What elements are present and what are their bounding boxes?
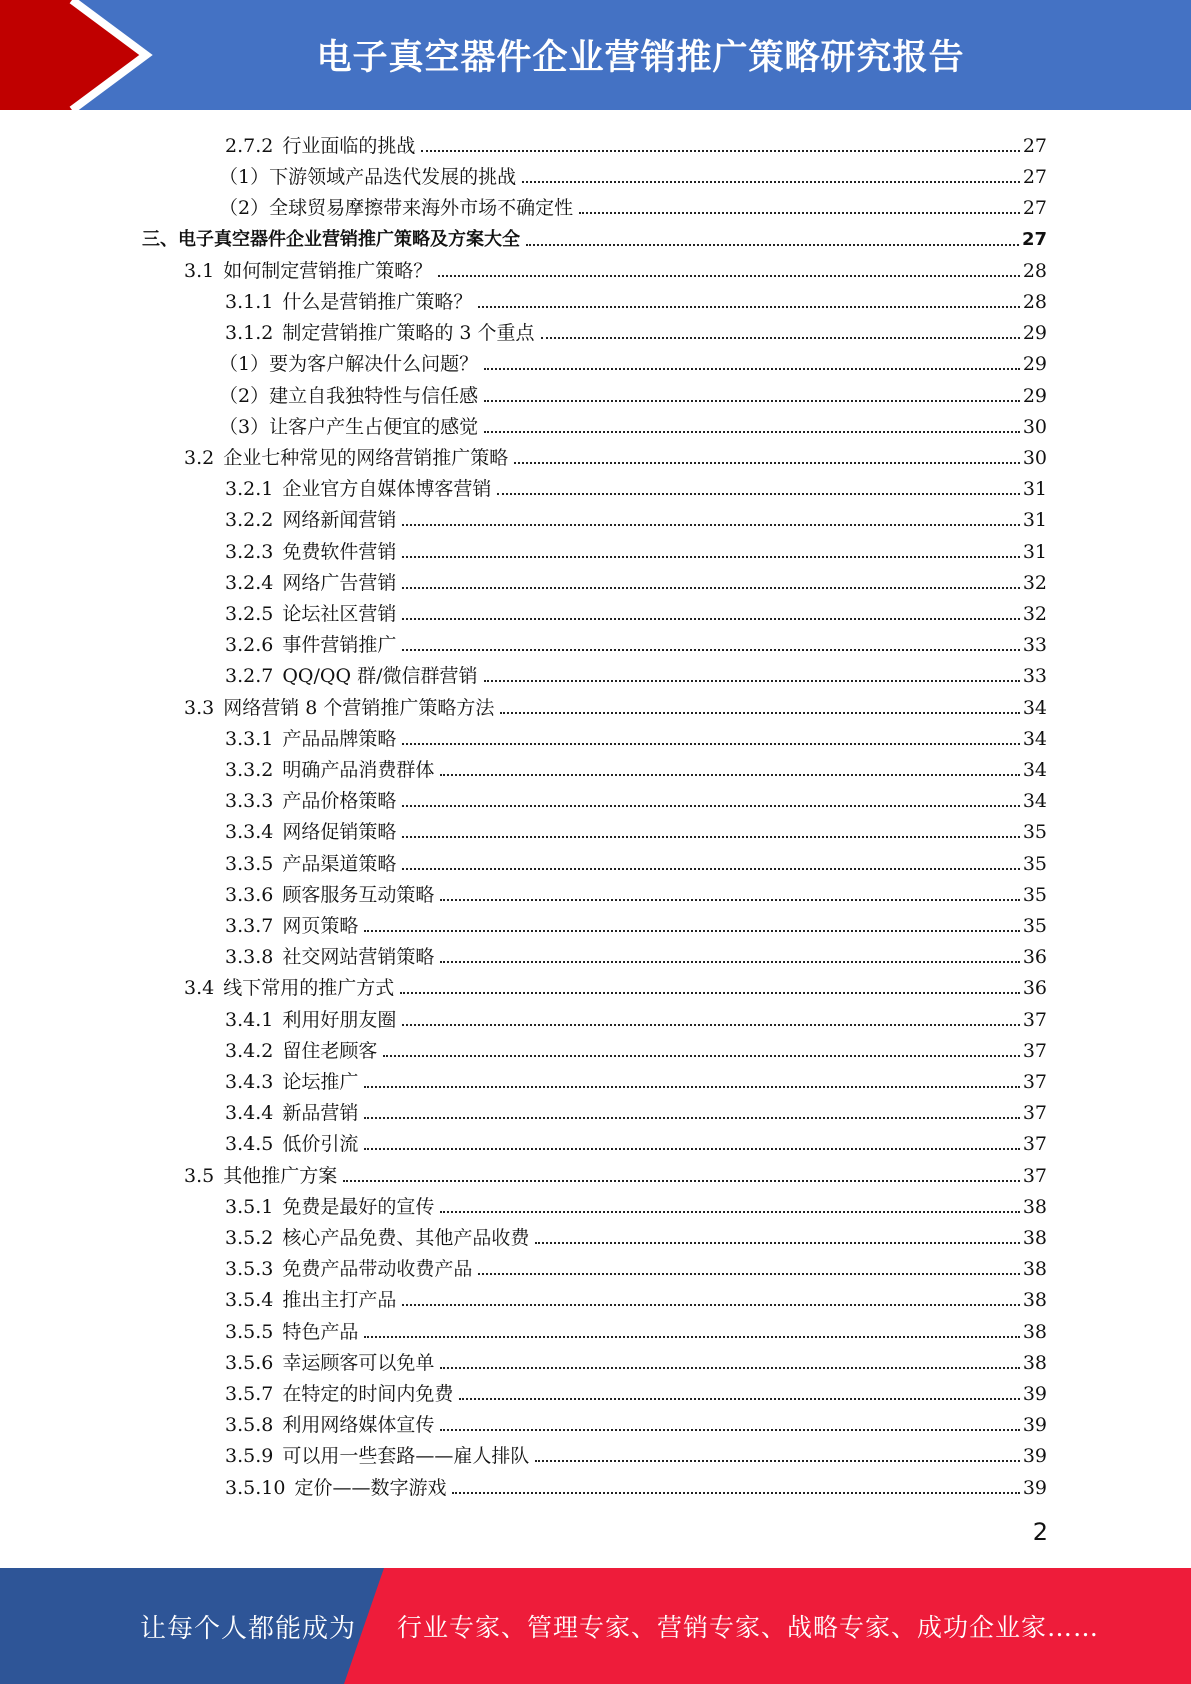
toc-entry-title: 网络营销 8 个营销推广策略方法 — [223, 696, 495, 719]
toc-entry[interactable] — [225, 596, 1047, 626]
toc-dot-leader — [541, 337, 1020, 339]
toc-entry-title: （2）建立自我独特性与信任感 — [219, 384, 479, 407]
toc-entry-page: 39 — [1022, 1414, 1047, 1437]
toc-entry-number: 3.3.8 — [225, 946, 274, 969]
toc-dot-leader — [440, 1367, 1019, 1369]
toc-entry-page: 33 — [1022, 665, 1047, 688]
toc-entry-page: 34 — [1022, 696, 1047, 719]
toc-entry-title: 核心产品免费、其他产品收费 — [282, 1227, 530, 1249]
toc-entry-title: 制定营销推广策略的 3 个重点 — [282, 322, 535, 345]
toc-entry-number: 3.2.3 — [225, 540, 274, 563]
toc-entry-title: 利用网络媒体宣传 — [282, 1414, 435, 1437]
toc-entry-page: 28 — [1022, 259, 1047, 282]
toc-entry-title: 推出主打产品 — [282, 1289, 397, 1312]
toc-dot-leader — [364, 1148, 1019, 1150]
footer-slogan-right: 行业专家、管理专家、营销专家、战略专家、成功企业家…… — [397, 1613, 1100, 1642]
toc-entry[interactable] — [225, 627, 1047, 657]
toc-entry-page: 28 — [1022, 291, 1047, 313]
toc-dot-leader — [535, 1242, 1019, 1244]
toc-entry[interactable] — [225, 1064, 1047, 1094]
toc-dot-leader — [440, 1429, 1019, 1431]
toc-entry[interactable] — [225, 1095, 1047, 1125]
toc-entry-title: 论坛社区营销 — [282, 603, 397, 625]
toc-entry-number: 3.4.5 — [225, 1133, 274, 1156]
toc-entry-title: 产品品牌策略 — [282, 727, 397, 750]
toc-dot-leader — [522, 181, 1020, 183]
toc-dot-leader — [402, 868, 1019, 870]
toc-entry-number: 3.4.3 — [225, 1071, 274, 1093]
toc-dot-leader — [400, 992, 1020, 994]
toc-entry-title: 在特定的时间内免费 — [282, 1383, 454, 1405]
toc-dot-leader — [526, 244, 1019, 246]
toc-dot-leader — [402, 618, 1019, 620]
toc-dot-leader — [402, 1304, 1019, 1306]
toc-entry-title: （3）让客户产生占便宜的感觉 — [219, 415, 479, 438]
toc-entry[interactable] — [225, 1251, 1047, 1281]
toc-entry-number: 3.3.2 — [225, 759, 274, 781]
toc-entry-page: 37 — [1022, 1008, 1047, 1031]
toc-entry[interactable] — [225, 1470, 1047, 1500]
toc-entry-number: 3.3 — [184, 696, 215, 719]
toc-entry-page: 38 — [1022, 1195, 1047, 1218]
toc-entry-title: 产品价格策略 — [282, 790, 397, 813]
toc-dot-leader — [440, 774, 1019, 776]
toc-entry[interactable] — [225, 284, 1047, 314]
toc-dot-leader — [402, 836, 1019, 838]
toc-entry[interactable] — [225, 1189, 1047, 1219]
toc-dot-leader — [402, 524, 1019, 526]
toc-entry[interactable] — [225, 1282, 1047, 1312]
toc-entry[interactable] — [142, 222, 1047, 252]
toc-dot-leader — [402, 587, 1019, 589]
toc-entry-number: 3.3.1 — [225, 727, 274, 750]
toc-entry-title: 低价引流 — [282, 1133, 359, 1156]
toc-entry-number: 3.5.6 — [225, 1351, 274, 1374]
toc-entry-title: 如何制定营销推广策略？ — [223, 259, 433, 282]
toc-entry-page: 35 — [1022, 915, 1047, 937]
toc-dot-leader — [484, 431, 1020, 433]
toc-entry-page: 33 — [1022, 634, 1047, 657]
toc-entry[interactable] — [225, 783, 1047, 813]
toc-dot-leader — [402, 743, 1019, 745]
toc-entry-page: 27 — [1022, 197, 1047, 220]
footer-slogan-left: 让每个人都能成为 — [140, 1613, 357, 1644]
toc-entry-number: 3.3.4 — [225, 821, 274, 844]
toc-entry[interactable] — [184, 970, 1047, 1000]
toc-dot-leader — [364, 1117, 1019, 1119]
toc-dot-leader — [402, 556, 1019, 558]
toc-entry-number: 3.2.7 — [225, 665, 274, 688]
toc-dot-leader — [478, 1273, 1019, 1275]
toc-entry-number: 3.4.4 — [225, 1102, 274, 1125]
toc-entry[interactable] — [225, 128, 1047, 158]
toc-dot-leader — [402, 649, 1019, 651]
toc-entry-number: 3.5.5 — [225, 1320, 274, 1343]
toc-entry-title: 什么是营销推广策略？ — [282, 291, 473, 313]
toc-entry-page: 39 — [1022, 1476, 1047, 1499]
toc-entry-number: 3.1.1 — [225, 291, 274, 313]
toc-entry-title: 产品渠道策略 — [282, 852, 397, 875]
toc-entry-page: 38 — [1022, 1289, 1047, 1312]
toc-dot-leader — [421, 150, 1019, 152]
toc-entry[interactable] — [225, 814, 1047, 844]
toc-dot-leader — [459, 1398, 1019, 1400]
toc-dot-leader — [500, 712, 1019, 714]
toc-entry-page: 35 — [1022, 852, 1047, 875]
toc-dot-leader — [497, 493, 1019, 495]
toc-entry[interactable] — [225, 471, 1047, 501]
toc-entry-number: 3.4.1 — [225, 1008, 274, 1031]
toc-entry-page: 27 — [1022, 166, 1047, 189]
toc-entry-number: 3.2 — [184, 447, 215, 469]
toc-entry-title: 可以用一些套路——雇人排队 — [282, 1445, 530, 1468]
toc-entry[interactable] — [225, 877, 1047, 907]
toc-dot-leader — [514, 462, 1020, 464]
toc-entry-title: 事件营销推广 — [282, 634, 397, 657]
toc-entry-number: 3.5 — [184, 1164, 215, 1187]
toc-dot-leader — [440, 1211, 1019, 1213]
toc-entry-number: 3.5.1 — [225, 1195, 274, 1218]
toc-entry-title: 社交网站营销策略 — [282, 946, 435, 969]
toc-entry[interactable] — [219, 378, 1047, 408]
toc-entry[interactable] — [225, 721, 1047, 751]
toc-entry[interactable] — [225, 315, 1047, 345]
toc-entry-title: 三、电子真空器件企业营销推广策略及方案大全 — [142, 228, 520, 250]
toc-entry[interactable] — [184, 690, 1047, 720]
toc-entry-number: 3.2.4 — [225, 571, 274, 594]
toc-dot-leader — [364, 930, 1019, 932]
toc-entry-title: 网络促销策略 — [282, 821, 397, 844]
toc-entry-page: 37 — [1022, 1164, 1047, 1187]
toc-entry-title: 特色产品 — [282, 1320, 359, 1343]
toc-entry-number: 3.3.6 — [225, 883, 274, 906]
toc-entry[interactable] — [219, 409, 1047, 439]
toc-entry-number: 3.2.1 — [225, 478, 274, 501]
toc-dot-leader — [535, 1460, 1019, 1462]
toc-entry-number: 3.1 — [184, 259, 215, 282]
toc-entry-page: 29 — [1022, 353, 1047, 376]
toc-entry-title: 免费软件营销 — [282, 540, 397, 563]
toc-dot-leader — [579, 212, 1020, 214]
toc-entry-title: 网页策略 — [282, 915, 359, 937]
toc-entry[interactable] — [219, 159, 1047, 189]
toc-entry-title: 顾客服务互动策略 — [282, 883, 435, 906]
toc-entry-page: 30 — [1022, 415, 1047, 438]
toc-dot-leader — [440, 961, 1019, 963]
toc-entry-title: 免费是最好的宣传 — [282, 1195, 435, 1218]
toc-dot-leader — [440, 899, 1019, 901]
toc-entry-title: 新品营销 — [282, 1102, 359, 1125]
toc-entry-title: 免费产品带动收费产品 — [282, 1258, 473, 1281]
toc-entry-number: 3.3.5 — [225, 852, 274, 875]
toc-entry-number: 3.1.2 — [225, 322, 274, 345]
toc-entry-title: 论坛推广 — [282, 1071, 359, 1093]
toc-entry-page: 27 — [1022, 135, 1047, 157]
toc-entry[interactable] — [219, 190, 1047, 220]
toc-entry-title: 行业面临的挑战 — [282, 135, 416, 157]
toc-entry-title: （1）要为客户解决什么问题？ — [219, 353, 479, 376]
toc-entry-title: 网络广告营销 — [282, 571, 397, 594]
toc-entry[interactable] — [225, 1438, 1047, 1468]
toc-entry-title: 网络新闻营销 — [282, 509, 397, 532]
toc-entry-page: 35 — [1022, 821, 1047, 844]
toc-entry[interactable] — [225, 846, 1047, 876]
toc-entry[interactable] — [184, 1158, 1047, 1188]
toc-entry-number: 3.5.3 — [225, 1258, 274, 1281]
toc-entry[interactable] — [225, 502, 1047, 532]
toc-entry[interactable] — [225, 1126, 1047, 1156]
toc-entry-page: 39 — [1022, 1383, 1047, 1405]
toc-entry-number: 3.2.5 — [225, 603, 274, 625]
toc-entry-page: 39 — [1022, 1445, 1047, 1468]
toc-dot-leader — [402, 1024, 1019, 1026]
toc-dot-leader — [452, 1492, 1019, 1494]
toc-entry[interactable] — [219, 346, 1047, 376]
toc-entry-page: 37 — [1022, 1071, 1047, 1093]
page-number: 2 — [1032, 1518, 1048, 1546]
toc-entry[interactable] — [225, 658, 1047, 688]
toc-entry[interactable] — [225, 1314, 1047, 1344]
toc-entry-number: 3.5.7 — [225, 1383, 274, 1405]
toc-entry-title: 线下常用的推广方式 — [223, 977, 395, 1000]
toc-dot-leader — [383, 1055, 1019, 1057]
toc-entry-number: 3.4 — [184, 977, 215, 1000]
toc-entry-page: 37 — [1022, 1102, 1047, 1125]
toc-entry-page: 36 — [1022, 946, 1047, 969]
toc-entry-title: （2）全球贸易摩擦带来海外市场不确定性 — [219, 197, 574, 220]
toc-entry-number: 3.5.10 — [225, 1476, 286, 1499]
toc-entry-title: 定价——数字游戏 — [294, 1476, 447, 1499]
toc-entry-title: （1）下游领域产品迭代发展的挑战 — [219, 166, 517, 189]
toc-entry-title: 企业官方自媒体博客营销 — [282, 478, 492, 501]
toc-entry-page: 34 — [1022, 790, 1047, 813]
toc-entry-number: 3.3.7 — [225, 915, 274, 937]
toc-entry[interactable] — [225, 565, 1047, 595]
toc-entry[interactable] — [225, 1220, 1047, 1250]
toc-entry-title: 留住老顾客 — [282, 1039, 378, 1062]
toc-dot-leader — [402, 805, 1019, 807]
toc-dot-leader — [364, 1086, 1019, 1088]
toc-entry-title: 企业七种常见的网络营销推广策略 — [223, 447, 509, 469]
toc-entry[interactable] — [225, 1407, 1047, 1437]
toc-entry[interactable] — [225, 1002, 1047, 1032]
toc-entry-page: 37 — [1022, 1133, 1047, 1156]
toc-entry-page: 34 — [1022, 727, 1047, 750]
toc-entry-page: 31 — [1022, 509, 1047, 532]
toc-entry[interactable] — [225, 939, 1047, 969]
toc-dot-leader — [478, 306, 1019, 308]
toc-dot-leader — [438, 275, 1020, 277]
toc-entry-page: 38 — [1022, 1227, 1047, 1249]
toc-entry[interactable] — [225, 1376, 1047, 1406]
toc-entry[interactable] — [225, 1345, 1047, 1375]
toc-entry[interactable] — [184, 253, 1047, 283]
toc-entry-page: 38 — [1022, 1320, 1047, 1343]
toc-entry-number: 3.5.2 — [225, 1227, 274, 1249]
toc-entry-number: 3.3.3 — [225, 790, 274, 813]
toc-entry-number: 3.4.2 — [225, 1039, 274, 1062]
toc-entry-page: 37 — [1022, 1039, 1047, 1062]
toc-entry-number: 3.2.2 — [225, 509, 274, 532]
toc-entry-page: 30 — [1022, 447, 1047, 469]
toc-entry-number: 3.5.9 — [225, 1445, 274, 1468]
toc-entry[interactable] — [225, 1033, 1047, 1063]
toc-dot-leader — [343, 1180, 1020, 1182]
toc-entry-page: 31 — [1022, 540, 1047, 563]
header-arrow-decoration — [0, 0, 160, 110]
toc-entry-page: 31 — [1022, 478, 1047, 501]
toc-entry-title: QQ/QQ 群/微信群营销 — [282, 665, 478, 688]
toc-entry-number: 3.5.8 — [225, 1414, 274, 1437]
page-header — [0, 0, 1191, 110]
toc-entry-page: 29 — [1022, 322, 1047, 345]
toc-entry-page: 36 — [1022, 977, 1047, 1000]
toc-entry-number: 2.7.2 — [225, 135, 274, 157]
toc-entry[interactable] — [184, 440, 1047, 470]
toc-entry-page: 32 — [1022, 603, 1047, 625]
toc-entry[interactable] — [225, 908, 1047, 938]
toc-entry-number: 3.2.6 — [225, 634, 274, 657]
toc-entry-title: 利用好朋友圈 — [282, 1008, 397, 1031]
toc-entry-page: 29 — [1022, 384, 1047, 407]
toc-dot-leader — [484, 368, 1020, 370]
toc-dot-leader — [484, 400, 1020, 402]
toc-entry-page: 38 — [1022, 1351, 1047, 1374]
toc-entry[interactable] — [225, 752, 1047, 782]
toc-entry-title: 明确产品消费群体 — [282, 759, 435, 781]
toc-entry-title: 幸运顾客可以免单 — [282, 1351, 435, 1374]
page-footer — [0, 1568, 1191, 1684]
toc-entry-title: 其他推广方案 — [223, 1164, 338, 1187]
toc-entry-number: 3.5.4 — [225, 1289, 274, 1312]
toc-entry-page: 27 — [1021, 228, 1047, 250]
toc-dot-leader — [364, 1336, 1019, 1338]
toc-entry[interactable] — [225, 534, 1047, 564]
toc-entry-page: 32 — [1022, 571, 1047, 594]
report-title: 电子真空器件企业营销推广策略研究报告 — [316, 38, 965, 78]
toc-entry-page: 34 — [1022, 759, 1047, 781]
toc-dot-leader — [484, 680, 1020, 682]
toc-entry-page: 38 — [1022, 1258, 1047, 1281]
toc-entry-page: 35 — [1022, 883, 1047, 906]
